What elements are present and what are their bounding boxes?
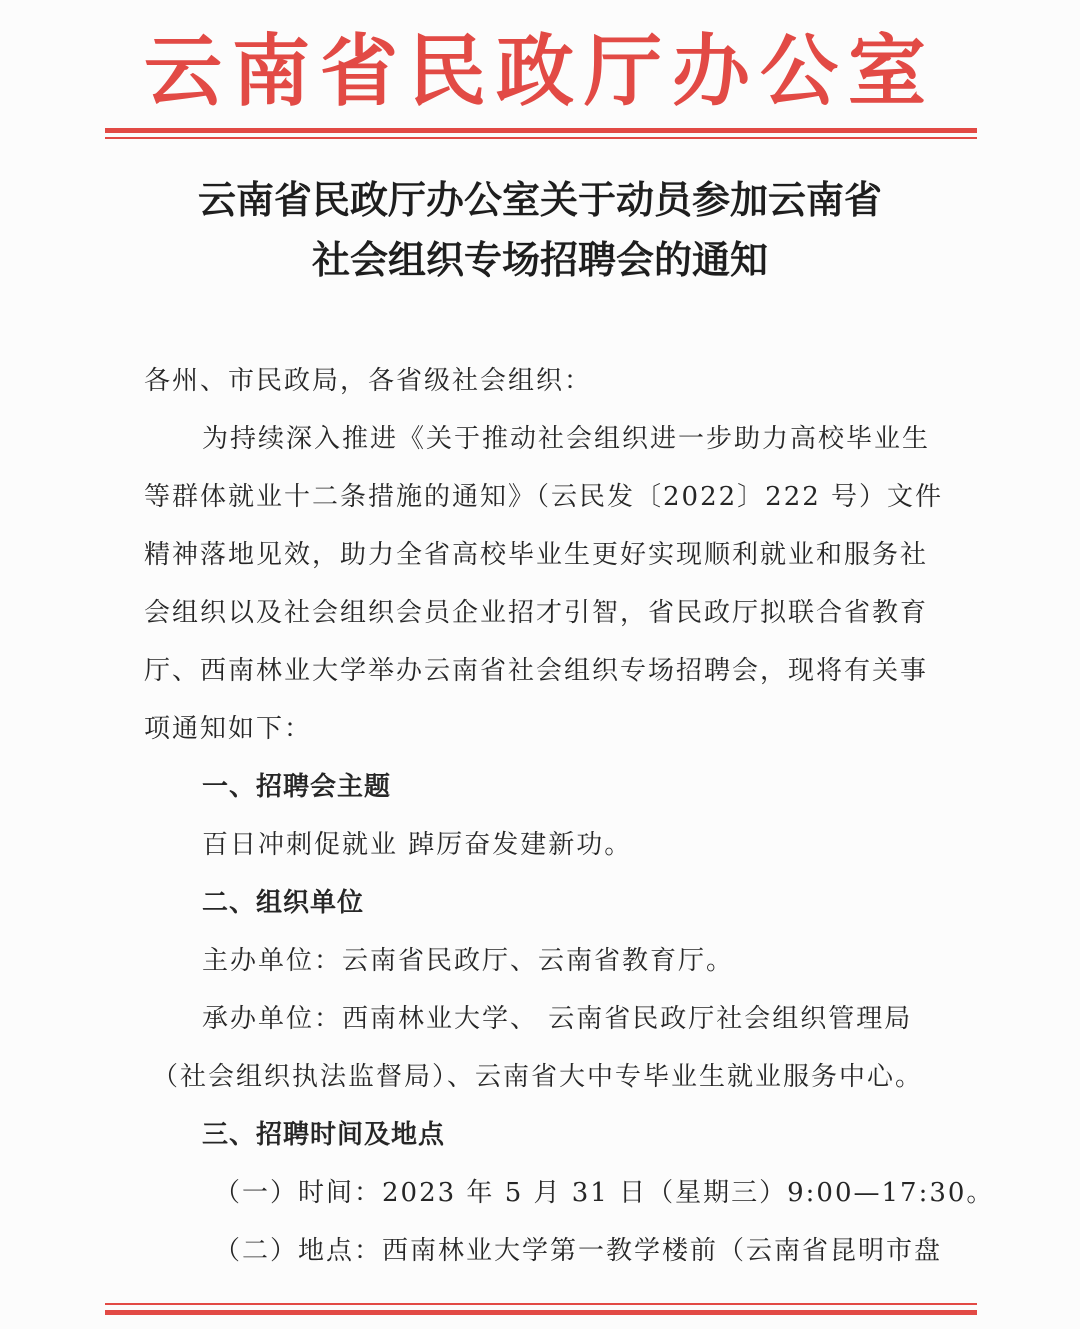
salutation: 各州、市民政局，各省级社会组织：	[144, 366, 593, 396]
event-time: （一）时间：2023 年 5 月 31 日（星期三）9:00—17:30。	[214, 1178, 995, 1208]
document-title-line-2: 社会组织专场招聘会的通知	[311, 238, 768, 282]
intro-line: 厅、西南林业大学举办云南省社会组织专场招聘会，现将有关事	[144, 656, 929, 686]
intro-line: 为持续深入推进《关于推动社会组织进一步助力高校毕业生	[202, 424, 931, 454]
footer-red-rule-thin	[105, 1303, 977, 1305]
organizer-units-line-1: 承办单位：西南林业大学、 云南省民政厅社会组织管理局	[202, 1004, 913, 1034]
host-units: 主办单位：云南省民政厅、云南省教育厅。	[202, 946, 735, 976]
section-theme-text: 百日冲刺促就业 踔厉奋发建新功。	[202, 830, 633, 860]
intro-line: 会组织以及社会组织会员企业招才引智，省民政厅拟联合省教育	[144, 598, 929, 628]
section-heading-time-place: 三、招聘时间及地点	[202, 1120, 446, 1150]
footer-red-rule-thick	[105, 1310, 977, 1315]
section-heading-organizers: 二、组织单位	[202, 888, 365, 918]
letterhead-org-name: 云南省民政厅办公室	[143, 26, 936, 117]
intro-line: 等群体就业十二条措施的通知》（云民发〔2022〕222 号）文件	[144, 482, 944, 512]
organizer-units-line-2: （社会组织执法监督局）、云南省大中专毕业生就业服务中心。	[152, 1062, 924, 1092]
document-body	[144, 0, 995, 1329]
event-place: （二）地点：西南林业大学第一教学楼前（云南省昆明市盘	[214, 1236, 943, 1266]
section-heading-theme: 一、招聘会主题	[202, 772, 392, 802]
intro-line: 精神落地见效，助力全省高校毕业生更好实现顺利就业和服务社	[144, 540, 929, 570]
intro-line: 项通知如下：	[144, 714, 313, 744]
document-title-line-1: 云南省民政厅办公室关于动员参加云南省	[197, 178, 882, 222]
